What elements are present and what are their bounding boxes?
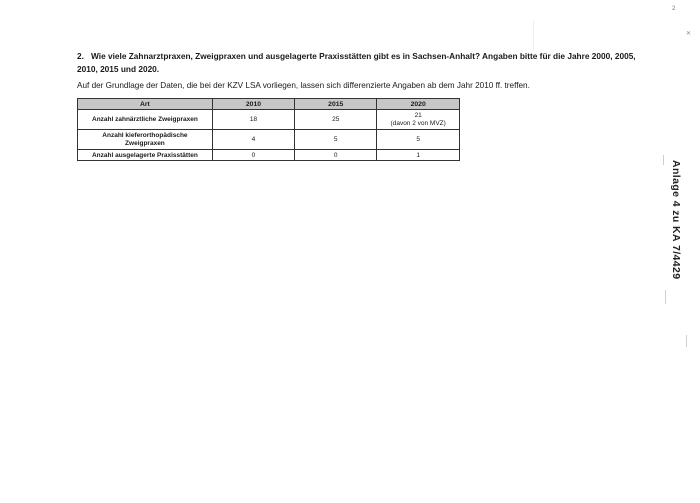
row-label-line2: Zweigpraxen [125,139,165,147]
scan-artifact-line [663,155,664,165]
scan-artifact-line [533,20,534,50]
practices-table [77,98,460,161]
question-number: 2. [77,51,84,61]
appendix-side-label: Anlage 4 zu KA 7/4429 [670,160,682,280]
cell-2015: 25 [295,110,377,130]
table-row [78,130,460,150]
question-block [77,50,637,76]
page-number: 2 [672,6,676,12]
header-2020: 2020 [377,99,460,110]
header-art: Art [78,99,213,110]
row-label [78,130,213,150]
cell-2020-note: (davon 2 von MVZ) [390,119,446,127]
header-2010: 2010 [212,99,294,110]
cell-2020 [377,110,460,130]
scan-artifact-line [665,290,666,304]
cell-2010: 18 [212,110,294,130]
cell-2020: 1 [377,150,460,161]
intro-text: Auf der Grundlage der Daten, die bei der KZV LSA vorliegen, lassen sich differenzierte Angaben ab dem Jahr 2010 ff. treffen. [77,81,530,90]
question-text: Wie viele Zahnarztpraxen, Zweigpraxen und ausgelagerte Praxisstätten gibt es in Sachsen-Anhalt? Angaben bitte für die Jahre 2000, 2005, 2010, 2015 und 2020. [77,51,636,74]
header-2015: 2015 [295,99,377,110]
cell-2015: 0 [295,150,377,161]
cell-2010: 0 [212,150,294,161]
row-label: Anzahl zahnärztliche Zweigpraxen [78,110,213,130]
table-row [78,110,460,130]
cell-2015: 5 [295,130,377,150]
cell-2020: 5 [377,130,460,150]
cell-2020-value: 21 [414,111,422,119]
row-label-line1: Anzahl kieferorthopädische [102,131,188,139]
cell-2010: 4 [212,130,294,150]
scan-artifact-mark: ✕ [686,31,692,37]
scan-artifact-line [686,335,687,347]
table-row [78,150,460,161]
row-label: Anzahl ausgelagerte Praxisstätten [78,150,213,161]
table-header-row [78,99,460,110]
